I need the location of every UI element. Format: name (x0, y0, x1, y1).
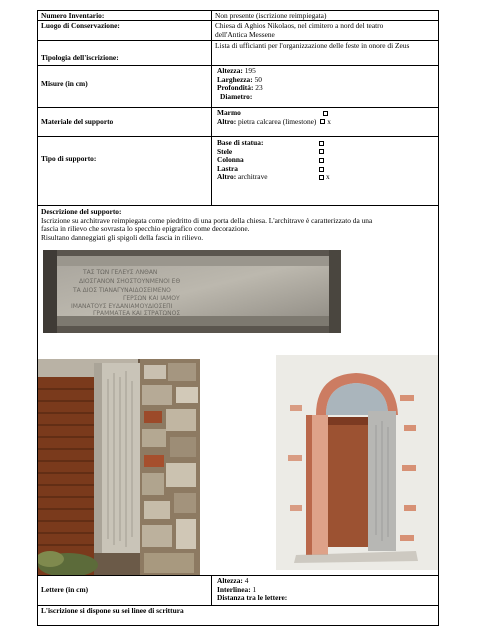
measures-label-text: Misure (in cm) (41, 79, 88, 88)
inscription-glyph-line-5: ΙΜΑΝΑΤΟΥΣ ΕΥΔΑΝΙΑΜΟΥΔΙΟΣΕΠΙ (71, 303, 173, 310)
inscription-glyph-line-6: ΓΡΑΜΜΑΤΕΑ ΚΑΙ ΣΤΡΑΤΩΝΟΣ (93, 310, 181, 317)
material-other-check-mark: x (327, 116, 331, 126)
support-other-checkbox[interactable] (319, 175, 324, 180)
width-value: 50 (254, 74, 262, 84)
material-other-label: Altro: (217, 116, 237, 126)
letters-label-text: Lettere (in cm) (41, 585, 89, 594)
diameter-row (217, 93, 435, 102)
church-door-photo-graphic (38, 359, 200, 575)
inscription-glyph-line-4: ΓΕΡΣΩΝ ΚΑΙ ΙΑΜΟΥ (123, 295, 180, 302)
watercolor-drawing-photo (276, 355, 438, 570)
measures-label (37, 65, 212, 108)
material-other-value: pietra calcarea (limestone) (238, 116, 317, 126)
inscription-glyph-line-3: ΤΑ ΔΙΟΣ ΤΙΑΝΑΓΥΝΑΙΔΟΣΕΙΜΕΝΟ (73, 287, 171, 294)
description-label: Descrizione del supporto: (41, 207, 122, 216)
support-option-column (217, 156, 435, 165)
letter-distance-label: Distanza tra le lettere: (217, 593, 288, 603)
interline-label: Interlinea: (217, 584, 251, 594)
support-type-label (37, 136, 212, 206)
column-label: Colonna (217, 155, 244, 165)
inscription-photo-graphic (43, 250, 341, 333)
stele-label: Stele (217, 146, 233, 156)
description-line-3: Risultano danneggiati gli spigoli della fascia in rilievo. (41, 232, 204, 242)
marble-checkbox[interactable] (323, 111, 328, 116)
inscription-glyph-line-2: ΔΙΟΣΓΑΝΟΝ ΣΗΟΣΤΟΥΝΜΕΝΟΙ ΕΘ (79, 278, 181, 285)
letters-values (211, 575, 439, 606)
support-other-value: architrave (238, 172, 268, 182)
material-values (211, 107, 439, 137)
depth-value: 23 (255, 83, 263, 93)
interline-value: 1 (252, 584, 257, 594)
description-line-2: fascia in rilievo che sovrasta lo specchio epigrafico come decorazione. (41, 224, 250, 234)
measures-values (211, 65, 439, 108)
material-label (37, 107, 212, 137)
inscription-photo (43, 250, 341, 333)
diameter-label: Diametro: (220, 91, 253, 101)
height-label: Altezza: (217, 66, 243, 75)
inventory-number-label: Numero Inventario: (37, 10, 212, 21)
church-door-photo (38, 359, 200, 575)
letter-height-label: Altezza: (217, 576, 243, 585)
slab-checkbox[interactable] (319, 167, 324, 172)
support-option-stele (217, 148, 435, 157)
column-checkbox[interactable] (319, 158, 324, 163)
support-other-label: Altro: (217, 172, 237, 182)
inscription-type-label-text: Tipologia dell'iscrizione: (41, 53, 119, 62)
letter-height-value: 4 (244, 576, 249, 585)
watercolor-drawing-graphic (276, 355, 438, 570)
support-type-label-text: Tipo di supporto: (41, 154, 97, 163)
inscription-glyph-line-1: ΤΑΣ ΤΩΝ ΓΕΛΕΥΣ ΛΝΘΑΝ (83, 269, 158, 276)
letters-label (37, 575, 212, 606)
conservation-place-line-1: Chiesa di Aghios Nikolaos, nel cimitero a nord del teatro (215, 21, 384, 30)
conservation-place-label: Luogo di Conservazione: (37, 20, 212, 41)
letter-distance-row (217, 594, 435, 603)
layout-note: L'iscrizione si dispone su sei linee di scrittura (37, 605, 439, 626)
depth-label: Profondità: (217, 83, 254, 93)
inscription-type-label (37, 40, 212, 66)
statue-base-checkbox[interactable] (319, 141, 324, 146)
conservation-place-value (211, 20, 439, 41)
height-value: 195 (244, 66, 256, 75)
stele-checkbox[interactable] (319, 149, 324, 154)
support-type-values (211, 136, 439, 206)
support-option-other (217, 173, 435, 182)
slab-label: Lastra (217, 163, 238, 173)
support-option-statue-base (217, 139, 435, 148)
description-line-1: Iscrizione su architrave reimpiegata come piedritto di una porta della chiesa. L'architrave è caratterizzato da una (41, 215, 373, 225)
inventory-number-value: Non presente (iscrizione reimpiegata) (211, 10, 439, 21)
statue-base-label: Base di statua: (217, 138, 264, 147)
material-other-checkbox[interactable] (320, 119, 325, 124)
marble-label: Marmo (217, 108, 241, 117)
material-other-row (217, 118, 435, 127)
inscription-type-value: Lista di ufficianti per l'organizzazione delle feste in onore di Zeus (211, 40, 439, 66)
width-label: Larghezza: (217, 74, 253, 84)
conservation-place-line-2: dell'Antica Messene (215, 29, 275, 39)
support-other-check-mark: x (326, 172, 330, 182)
support-other-text (217, 173, 317, 182)
material-label-text: Materiale del supporto (41, 117, 114, 126)
